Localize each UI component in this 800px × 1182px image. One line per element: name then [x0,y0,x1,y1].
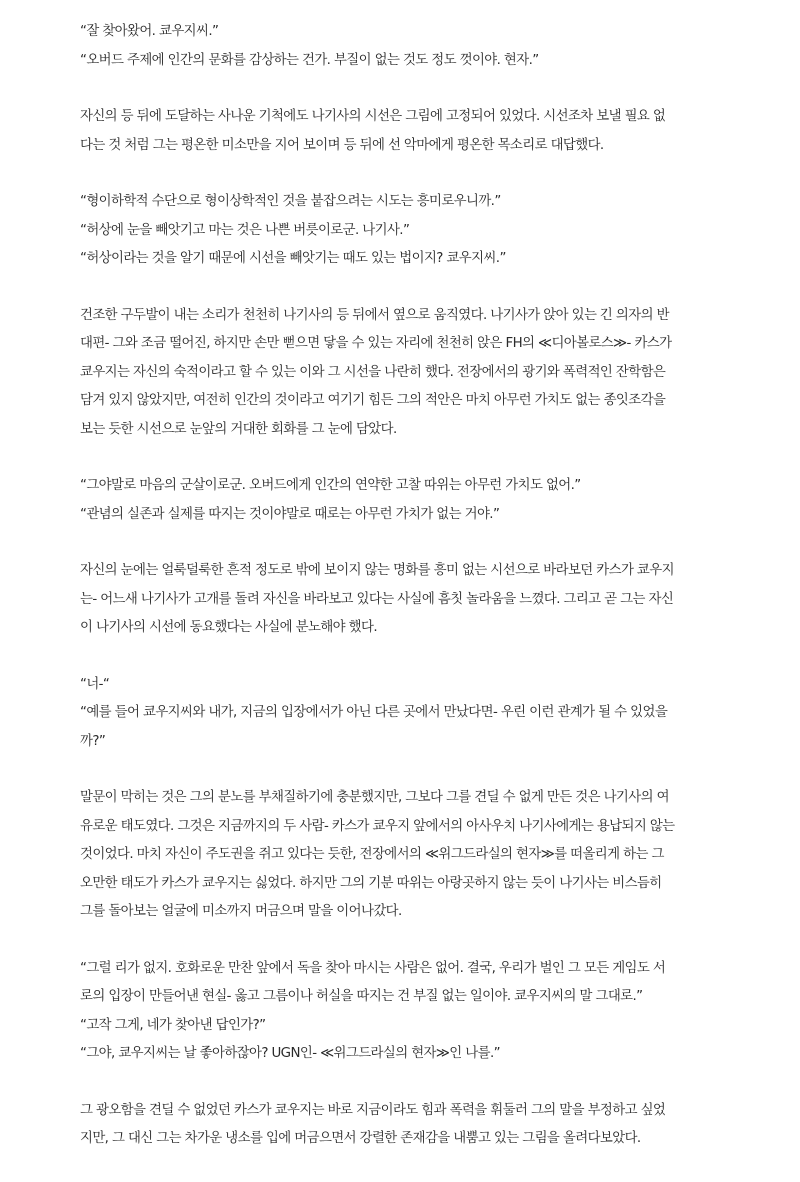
text-line: “고작 그게, 네가 찾아낸 답인가?” [80,1017,266,1033]
text-line: “관념의 실존과 실제를 따지는 것이야말로 때로는 아무런 가치가 없는 거야.” [80,506,500,522]
text-line: “형이하학적 수단으로 형이상학적인 것을 붙잡으려는 시도는 흥미로우니까.” [80,194,501,209]
text-line: 다는 것 처럼 그는 평온한 미소만을 지어 보이며 등 뒤에 선 악마에게 평온한 목소리로 대답했다. [80,137,604,153]
text-line: “그야, 쿄우지씨는 날 좋아하잖아? UGN인- ≪위그드라실의 현자≫인 나를.” [80,1046,500,1061]
text-line: 로의 입장이 만들어낸 현실- 옳고 그름이나 허실을 따지는 건 부질 없는 일이야. 쿄우지씨의 말 그대로.” [80,989,643,1004]
text-line: 자신의 눈에는 얼룩덜룩한 흔적 정도로 밖에 보이지 않는 명화를 흥미 없는 시선으로 바라보던 카스가 쿄우지 [80,563,674,578]
paragraph [80,784,774,927]
text-line: “그야말로 마음의 군살이로군. 오버드에게 인간의 연약한 고찰 따위는 아무런 가치도 없어.” [80,478,581,493]
paragraph [80,472,774,529]
paragraph [80,557,774,643]
text-line: 는- 어느새 나기사가 고개를 돌려 자신을 바라보고 있다는 사실에 흠칫 놀라움을 느꼈다. 그리고 곧 그는 자신 [80,591,674,607]
text-line: 오만한 태도가 카스가 쿄우지는 싫었다. 하지만 그의 기분 따위는 아랑곳하지 않는 듯이 나기사는 비스듬히 [80,875,662,891]
paragraph [80,18,774,75]
text-line: “잘 찾아왔어. 쿄우지씨.” [80,24,219,39]
paragraph [80,188,774,274]
text-line: 쿄우지는 자신의 숙적이라고 할 수 있는 이와 그 시선을 나란히 했다. 전장에서의 광기와 폭력적인 잔학함은 [80,364,666,380]
paragraph [80,302,774,445]
text-line: “너-“ [80,676,110,692]
paragraph [80,671,774,757]
text-line: “예를 들어 쿄우지씨와 내가, 지금의 입장에서가 아닌 다른 곳에서 만났다면- 우린 이런 관계가 될 수 있었을 [80,705,668,720]
text-line: 건조한 구두발이 내는 소리가 천천히 나기사의 등 뒤에서 옆으로 움직였다. 나기사가 앉아 있는 긴 의자의 반 [80,307,669,323]
text-line: 지만, 그 대신 그는 차가운 냉소를 입에 머금으면서 강렬한 존재감을 내뿜고 있는 그림을 올려다보았다. [80,1131,641,1146]
text-line: 그를 돌아보는 얼굴에 미소까지 머금으며 말을 이어나갔다. [80,904,402,919]
paragraph [80,955,774,1069]
text-line: “오버드 주제에 인간의 문화를 감상하는 건가. 부질이 없는 것도 정도 껏이야. 현자.” [80,52,539,68]
text-line: 그 광오함을 견딜 수 없었던 카스가 쿄우지는 바로 지금이라도 힘과 폭력을 휘둘러 그의 말을 부정하고 싶었 [80,1102,666,1118]
text-line: “허상에 눈을 빼앗기고 마는 것은 나쁜 버릇이로군. 나기사.” [80,222,410,238]
paragraph [80,1097,774,1154]
text-line: “허상이라는 것을 알기 때문에 시선을 빼앗기는 때도 있는 법이지? 쿄우지씨.” [80,251,506,266]
story-text [80,18,774,1182]
text-line: 자신의 등 뒤에 도달하는 사나운 기척에도 나기사의 시선은 그림에 고정되어 있었다. 시선조차 보낼 필요 없 [80,109,666,124]
text-line: “그럴 리가 없지. 호화로운 만찬 앞에서 독을 찾아 마시는 사람은 없어. 결국, 우리가 벌인 그 모든 게임도 서 [80,960,666,976]
text-line: 보는 듯한 시선으로 눈앞의 거대한 회화를 그 눈에 담았다. [80,421,397,437]
text-line: 이 나기사의 시선에 동요했다는 사실에 분노해야 했다. [80,620,377,635]
text-line: 유로운 태도였다. 그것은 지금까지의 두 사람- 카스가 쿄우지 앞에서의 아사우치 나기사에게는 용납되지 않는 [80,818,675,834]
text-line: 담겨 있지 않았지만, 여전히 인간의 것이라고 여기기 힘든 그의 적안은 마치 아무런 가치도 없는 종잇조각을 [80,393,666,408]
text-line: 까?” [80,733,106,749]
paragraph [80,103,774,160]
text-line: 것이었다. 마치 자신이 주도권을 쥐고 있다는 듯한, 전장에서의 ≪위그드라실의 현자≫를 떠올리게 하는 그 [80,847,664,862]
text-line: 대편- 그와 조금 떨어진, 하지만 손만 뻗으면 닿을 수 있는 자리에 천천히 앉은 FH의 ≪디아볼로스≫- 카스가 [80,336,672,351]
text-line: 말문이 막히는 것은 그의 분노를 부채질하기에 충분했지만, 그보다 그를 견딜 수 없게 만든 것은 나기사의 여 [80,790,669,805]
